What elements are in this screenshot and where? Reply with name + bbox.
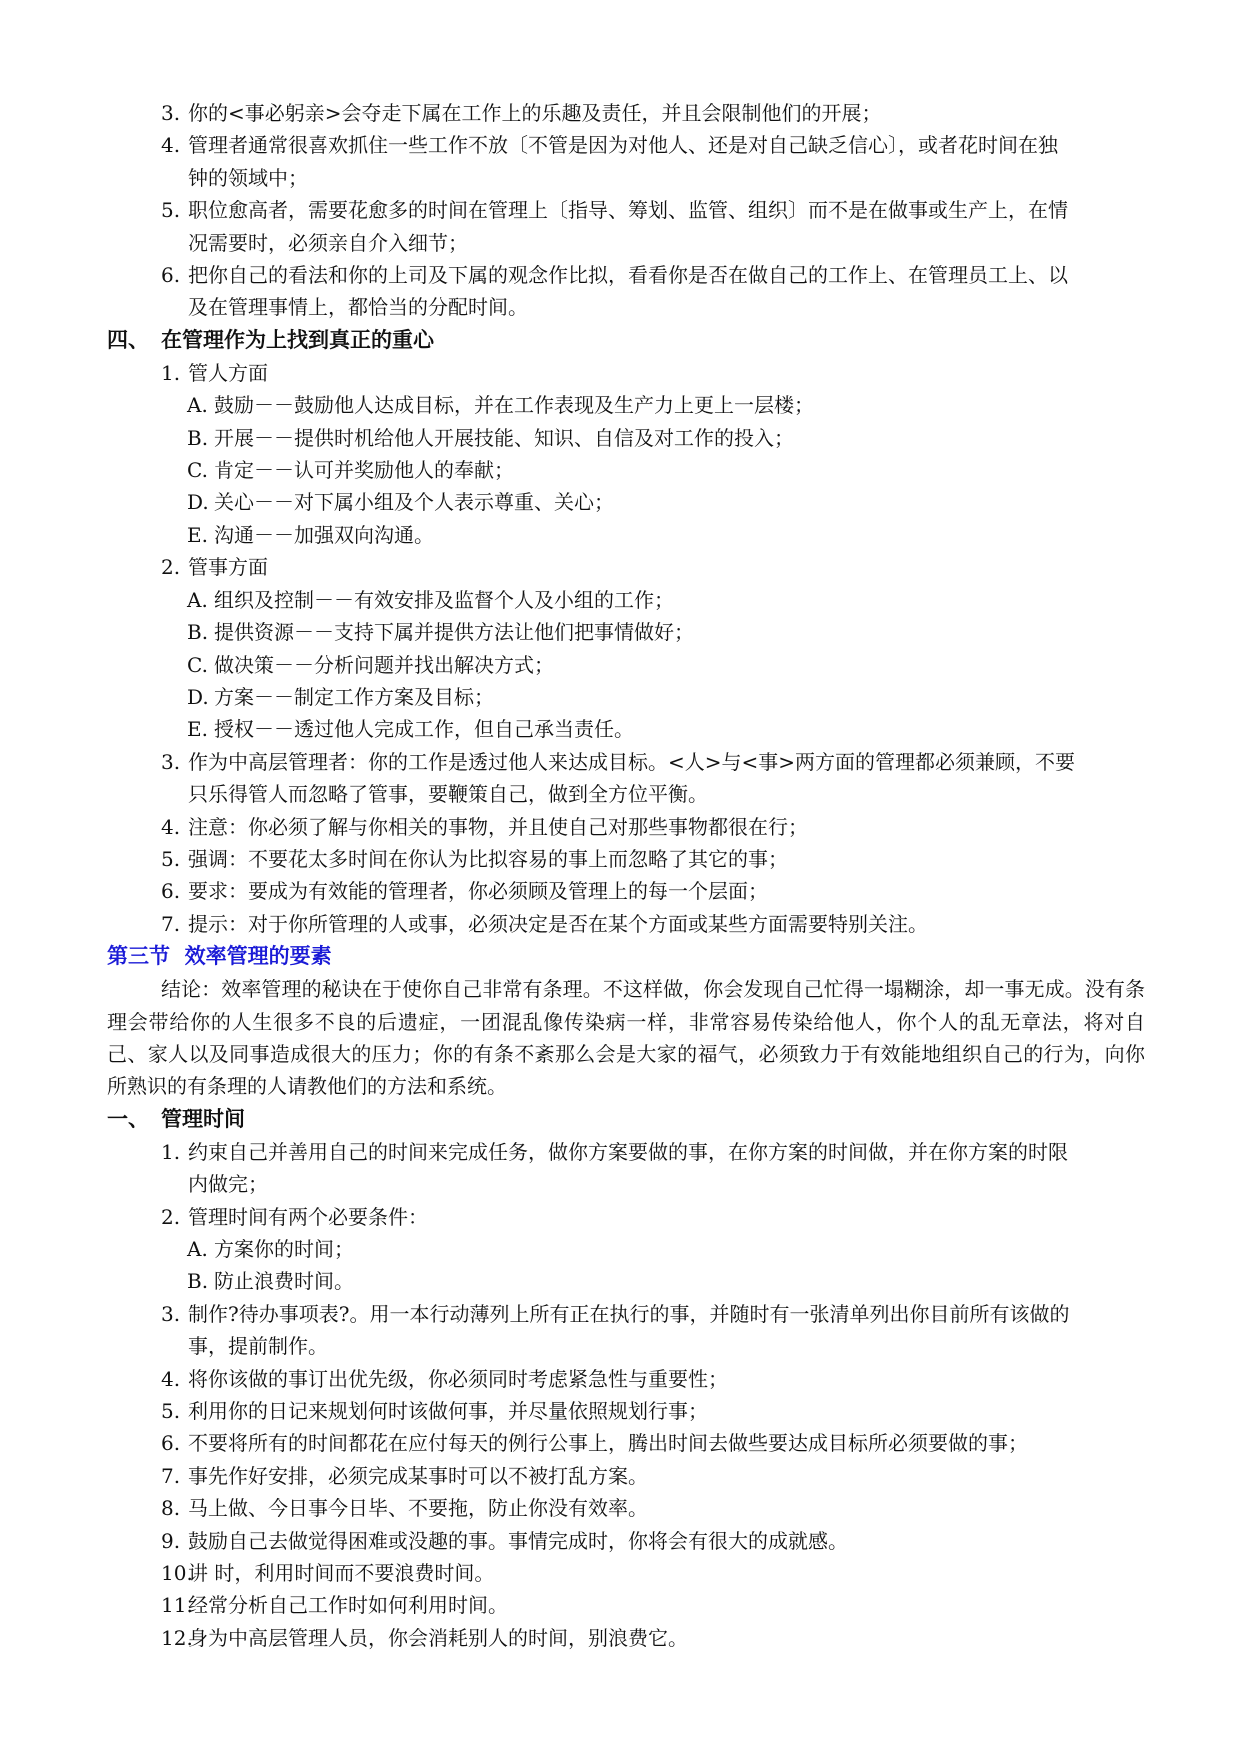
sub-list-item: A. 组织及控制－－有效安排及监督个人及小组的工作； bbox=[187, 587, 674, 612]
list-item: 5. 职位愈高者，需要花愈多的时间在管理上〔指导、筹划、监管、组织〕而不是在做事或生产上，在情 bbox=[161, 198, 1068, 223]
section-heading-1: 一、 管理时间 bbox=[107, 1106, 245, 1131]
section-title: 第三节 效率管理的要素 bbox=[107, 944, 332, 969]
list-item: 6. 把你自己的看法和你的上司及下属的观念作比拟，看看你是否在做自己的工作上、在管理员工上、以 bbox=[161, 263, 1068, 288]
list-item: 5. 利用你的日记来规划何时该做何事，并尽量依照规划行事； bbox=[161, 1399, 708, 1424]
list-item-continuation: 及在管理事情上，都恰当的分配时间。 bbox=[188, 295, 528, 320]
list-item: 11. 经常分析自己工作时如何利用时间。 bbox=[161, 1593, 508, 1618]
sub-list-item: C. 做决策－－分析问题并找出解决方式； bbox=[187, 652, 554, 677]
list-item-continuation: 况需要时，必须亲自介入细节； bbox=[188, 230, 468, 255]
list-item: 4. 将你该做的事订出优先级，你必须同时考虑紧急性与重要性； bbox=[161, 1366, 728, 1391]
sub-list-item: E. 沟通－－加强双向沟通。 bbox=[187, 522, 434, 547]
sub-list-item: B. 防止浪费时间。 bbox=[187, 1269, 354, 1294]
list-item-continuation: 只乐得管人而忽略了管事，要鞭策自己，做到全方位平衡。 bbox=[188, 782, 708, 807]
sub-list-item: B. 开展－－提供时机给他人开展技能、知识、自信及对工作的投入； bbox=[187, 425, 794, 450]
list-item: 3. 你的<事必躬亲>会夺走下属在工作上的乐趣及责任，并且会限制他们的开展； bbox=[161, 101, 882, 125]
list-item: 10. 讲 时，利用时间而不要浪费时间。 bbox=[161, 1561, 495, 1586]
sub-list-item: D. 方案－－制定工作方案及目标； bbox=[187, 684, 494, 709]
list-item: 7. 事先作好安排，必须完成某事时可以不被打乱方案。 bbox=[161, 1463, 648, 1488]
list-item: 8. 马上做、今日事今日毕、不要拖，防止你没有效率。 bbox=[161, 1496, 648, 1521]
list-item: 4. 管理者通常很喜欢抓住一些工作不放〔不管是因为对他人、还是对自己缺乏信心〕，或者花时间在独 bbox=[161, 133, 1058, 158]
list-item: 6. 不要将所有的时间都花在应付每天的例行公事上，腾出时间去做些要达成目标所必须要做的事； bbox=[161, 1431, 1028, 1456]
sub-list-item: C. 肯定－－认可并奖励他人的奉献； bbox=[187, 458, 514, 483]
sub-list-item: A. 方案你的时间； bbox=[187, 1237, 354, 1261]
section-heading-4: 四、 在管理作为上找到真正的重心 bbox=[107, 327, 434, 352]
list-item: 4. 注意：你必须了解与你相关的事物，并且使自己对那些事物都很在行； bbox=[161, 814, 808, 839]
conclusion-paragraph: 结论：效率管理的秘诀在于使你自己非常有条理。不这样做，你会发现自己忙得一塌糊涂，却一事无成。没有条理会带给你的人生很多不良的后遗症，一团混乱像传染病一样，非常容易传染给他人，你个人的乱无章法，将对自己、家人以及同事造成很大的压力；你的有条不紊那么会是大家的福气，必须致力于有效能地组织自己的行为，向你所熟识的有条理的人请教他们的方法和系统。 bbox=[107, 977, 1145, 1099]
list-item-continuation: 内做完； bbox=[188, 1172, 268, 1197]
list-item: 3. 作为中高层管理者：你的工作是透过他人来达成目标。<人>与<事>两方面的管理都必须兼顾，不要 bbox=[161, 749, 1076, 774]
sub-list-item: A. 鼓励－－鼓励他人达成目标，并在工作表现及生产力上更上一层楼； bbox=[187, 393, 814, 418]
sub-list-item: B. 提供资源－－支持下属并提供方法让他们把事情做好； bbox=[187, 620, 694, 645]
list-item-continuation: 事，提前制作。 bbox=[188, 1334, 328, 1359]
list-item: 1. 约束自己并善用自己的时间来完成任务，做你方案要做的事，在你方案的时间做，并在你方案的时限 bbox=[161, 1139, 1068, 1164]
sub-list-item: D. 关心－－对下属小组及个人表示尊重、关心； bbox=[187, 490, 614, 515]
subsection-affairs: 2. 管事方面 bbox=[161, 555, 268, 580]
list-item: 2. 管理时间有两个必要条件： bbox=[161, 1204, 428, 1229]
list-item: 7. 提示：对于你所管理的人或事，必须决定是否在某个方面或某些方面需要特别关注。 bbox=[161, 911, 928, 936]
list-block-1 bbox=[107, 97, 1145, 324]
list-item: 9. 鼓励自己去做觉得困难或没趣的事。事情完成时，你将会有很大的成就感。 bbox=[161, 1528, 848, 1553]
subsection-people: 1. 管人方面 bbox=[161, 360, 268, 385]
list-item: 5. 强调：不要花太多时间在你认为比拟容易的事上而忽略了其它的事； bbox=[161, 846, 788, 871]
sub-list-item: E. 授权－－透过他人完成工作，但自己承当责任。 bbox=[187, 717, 634, 742]
list-item-continuation: 钟的领域中； bbox=[188, 165, 308, 190]
list-item: 3. 制作?待办事项表?。用一本行动薄列上所有正在执行的事，并随时有一张清单列出你目前所有该做的 bbox=[161, 1301, 1070, 1326]
list-item: 12. 身为中高层管理人员，你会消耗别人的时间，别浪费它。 bbox=[161, 1625, 688, 1650]
list-item: 6. 要求：要成为有效能的管理者，你必须顾及管理上的每一个层面； bbox=[161, 879, 768, 904]
